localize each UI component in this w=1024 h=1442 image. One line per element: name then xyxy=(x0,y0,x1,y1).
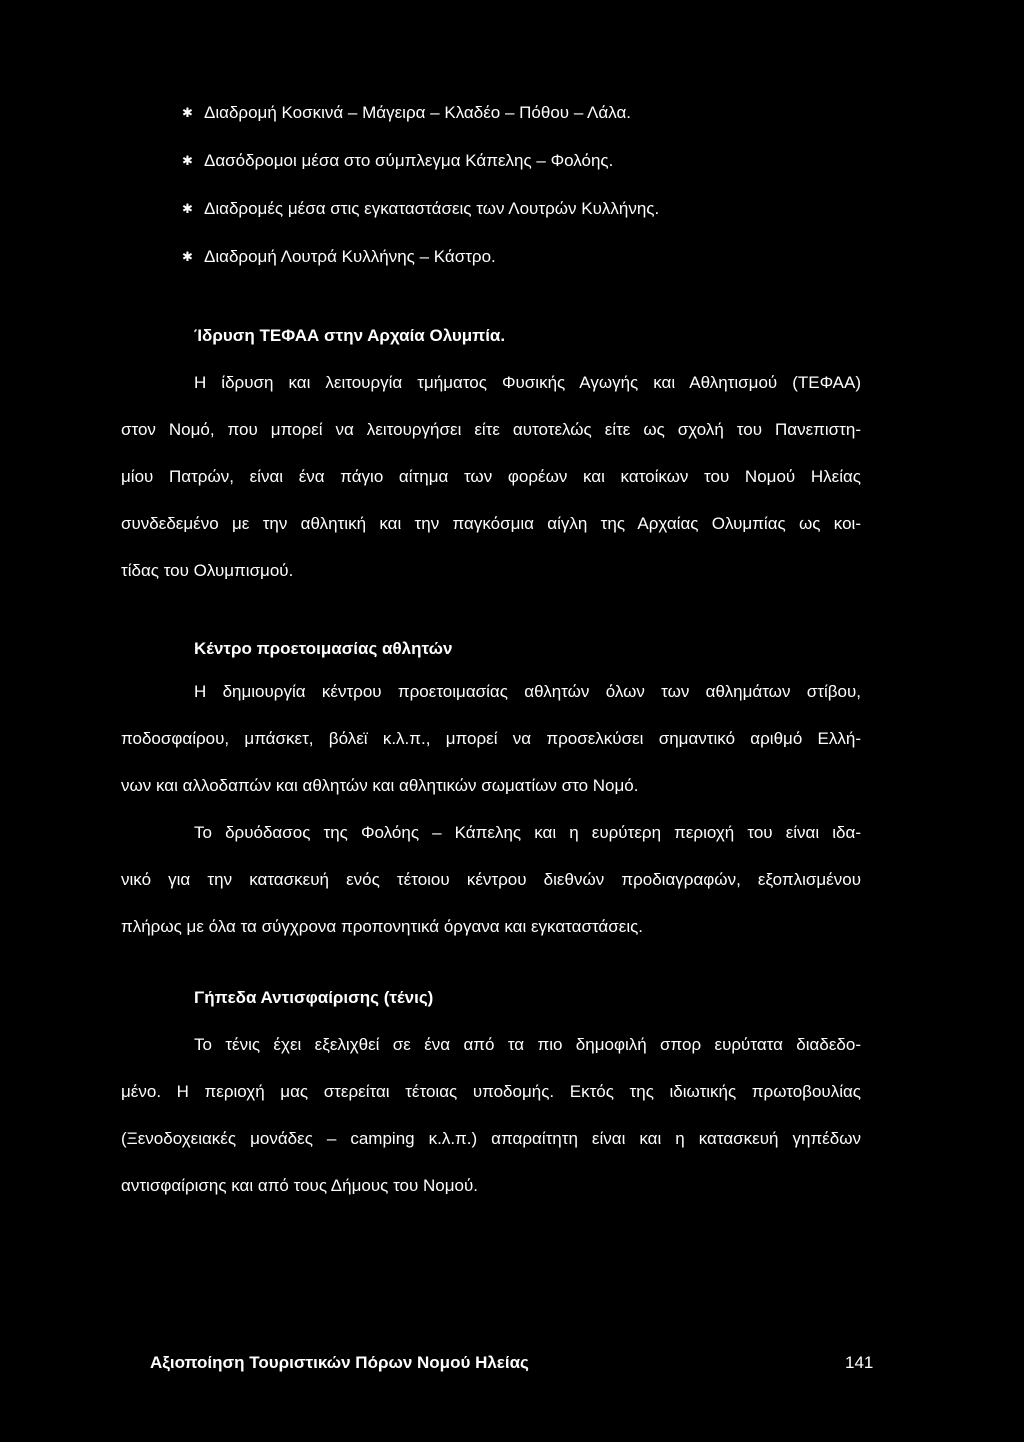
paragraph-line: μένο. Η περιοχή μας στερείται τέτοιας υποδομής. Εκτός της ιδιωτικής πρωτοβουλίας xyxy=(121,1082,861,1101)
bullet-text: Δασόδρομοι μέσα στο σύμπλεγμα Κάπελης – Φολόης. xyxy=(204,151,614,170)
bullet-item xyxy=(182,150,659,172)
paragraph-line: Το τένις έχει εξελιχθεί σε ένα από τα πιο δημοφιλή σπορ ευρύτατα διαδεδο- xyxy=(194,1035,861,1054)
paragraph-line: (Ξενοδοχειακές μονάδες – camping κ.λ.π.) απαραίτητη είναι και η κατασκευή γηπέδων xyxy=(121,1129,861,1148)
route-bullet-list xyxy=(182,102,659,294)
asterisk-bullet-icon: ✱ xyxy=(182,201,193,216)
page-number: 141 xyxy=(845,1353,874,1372)
paragraph-line: Το δρυόδασος της Φολόης – Κάπελης και η ευρύτερη περιοχή του είναι ιδα- xyxy=(194,823,861,842)
bullet-text: Διαδρομή Λουτρά Κυλλήνης – Κάστρο. xyxy=(204,247,496,266)
paragraph-line: Η δημιουργία κέντρου προετοιμασίας αθλητών όλων των αθλημάτων στίβου, xyxy=(194,682,861,701)
bullet-text: Διαδρομές μέσα στις εγκαταστάσεις των Λουτρών Κυλλήνης. xyxy=(204,199,660,218)
paragraph-line: αντισφαίρισης και από τους Δήμους του Νομού. xyxy=(121,1176,479,1195)
paragraph-tefaa xyxy=(121,372,861,607)
asterisk-bullet-icon: ✱ xyxy=(182,249,193,264)
asterisk-bullet-icon: ✱ xyxy=(182,105,193,120)
paragraph-line: νων και αλλοδαπών και αθλητών και αθλητικών σωματίων στο Νομό. xyxy=(121,776,639,795)
asterisk-bullet-icon: ✱ xyxy=(182,153,193,168)
paragraph-line: πλήρως με όλα τα σύγχρονα προπονητικά όργανα και εγκαταστάσεις. xyxy=(121,917,644,936)
bullet-item xyxy=(182,102,659,124)
paragraph-line: στον Νομό, που μπορεί να λειτουργήσει είτε αυτοτελώς είτε ως σχολή του Πανεπιστη- xyxy=(121,420,861,439)
footer-title: Αξιοποίηση Τουριστικών Πόρων Νομού Ηλείας xyxy=(150,1353,529,1372)
paragraph-line: τίδας του Ολυμπισμού. xyxy=(121,561,294,580)
section-heading-tefaa: Ίδρυση ΤΕΦΑΑ στην Αρχαία Ολυμπία. xyxy=(194,326,506,345)
paragraph-line: συνδεδεμένο με την αθλητική και την παγκόσμια αίγλη της Αρχαίας Ολυμπίας ως κοι- xyxy=(121,514,861,533)
paragraph-line: μίου Πατρών, είναι ένα πάγιο αίτημα των φορέων και κατοίκων του Νομού Ηλείας xyxy=(121,467,861,486)
bullet-item xyxy=(182,198,659,220)
paragraph-tennis xyxy=(121,1034,861,1222)
bullet-text: Διαδρομή Κοσκινά – Μάγειρα – Κλαδέο – Πόθου – Λάλα. xyxy=(204,103,632,122)
bullet-item xyxy=(182,246,659,268)
section-heading-training-center: Κέντρο προετοιμασίας αθλητών xyxy=(194,639,453,658)
section-heading-tennis: Γήπεδα Αντισφαίρισης (τένις) xyxy=(194,988,434,1007)
paragraph-training-center xyxy=(121,681,861,963)
paragraph-line: Η ίδρυση και λειτουργία τμήματος Φυσικής Αγωγής και Αθλητισμού (ΤΕΦΑΑ) xyxy=(194,373,861,392)
paragraph-line: ποδοσφαίρου, μπάσκετ, βόλεϊ κ.λ.π., μπορεί να προσελκύσει σημαντικό αριθμό Ελλή- xyxy=(121,729,861,748)
paragraph-line: νικό για την κατασκευή ενός τέτοιου κέντρου διεθνών προδιαγραφών, εξοπλισμένου xyxy=(121,870,861,889)
